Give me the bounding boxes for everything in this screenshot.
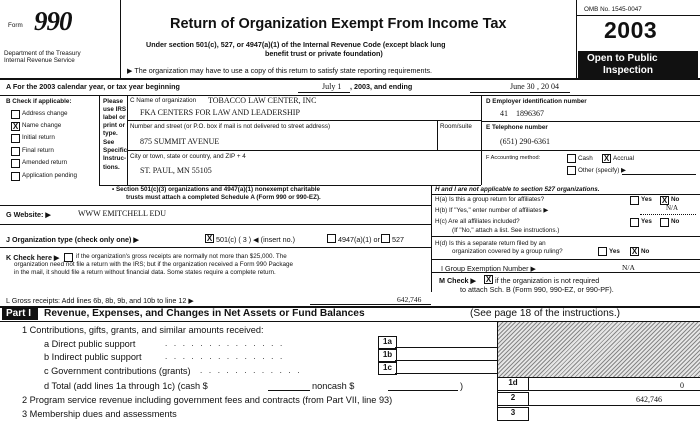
line-1a-label: a Direct public support	[44, 339, 136, 349]
irs-label-line: print or	[103, 122, 126, 129]
accounting-method-label: F Accounting method:	[486, 155, 541, 161]
checkbox-527[interactable]	[381, 234, 390, 243]
line-1b-label: b Indirect public support	[44, 352, 142, 362]
org-name-field[interactable]: TOBACCO LAW CENTER, INC	[208, 96, 317, 105]
tax-year-end: June 30	[510, 82, 535, 91]
part-i-tag-text: Part I	[6, 308, 32, 319]
hd-no-check-mark: X	[631, 247, 638, 256]
box-1d-label: 1d	[508, 378, 518, 387]
city-label: City or town, state or country, and ZIP + 4	[130, 153, 246, 160]
part-i-tag	[2, 308, 38, 320]
label-initial-return: Initial return	[22, 134, 55, 141]
tax-year-begin: July 1	[322, 82, 342, 91]
h-d-question-1: H(d) Is this a separate return filed by an	[435, 240, 546, 247]
checkbox-cash[interactable]	[567, 154, 576, 163]
h-b-field[interactable]: N/A	[666, 204, 679, 212]
checkbox-4947[interactable]	[327, 234, 336, 243]
checkbox-hd-yes[interactable]	[598, 247, 607, 256]
line-1d-noncash-label: noncash $	[312, 381, 355, 391]
name-change-check-mark: X	[12, 122, 19, 131]
irs-label-line: use IRS	[103, 106, 127, 113]
checkbox-address-change[interactable]	[11, 110, 20, 119]
m-text-2: to attach Sch. B (Form 990, 990-EZ, or 990-PF).	[460, 285, 614, 294]
leader-dots: . . . . . . . . . . . .	[200, 366, 302, 375]
tax-year-end-year: , 20 04	[537, 82, 559, 91]
form-subtitle-1: Under section 501(c), 527, or 4947(a)(1) of the Internal Revenue Code (except black lung	[146, 40, 446, 49]
box-1d	[497, 377, 529, 391]
group-exemption-field[interactable]: N/A	[622, 263, 635, 272]
label-application-pending: Application pending	[22, 172, 77, 179]
ein-label: D Employer identification number	[486, 98, 587, 105]
label-hd-no: No	[641, 248, 650, 255]
label-name-change: Name change	[22, 122, 62, 129]
line-a-mid: , 2003, and ending	[350, 82, 413, 91]
h-c-question: H(c) Are all affiliates included?	[435, 218, 520, 225]
line-1c-label: c Government contributions (grants)	[44, 366, 191, 376]
m-check-mark: X	[485, 275, 492, 284]
m-label: M Check ▶	[439, 276, 477, 285]
checkbox-ha-yes[interactable]	[630, 196, 639, 205]
ein-field[interactable]: 41 1896367	[500, 109, 544, 118]
line-3-label: 3 Membership dues and assessments	[22, 409, 177, 419]
city-field[interactable]: ST. PAUL, MN 55105	[140, 166, 212, 175]
label-other-method: Other (specify) ▶	[578, 167, 626, 174]
street-field[interactable]: 875 SUMMIT AVENUE	[140, 137, 220, 146]
leader-dots: . . . . . . . . . . . . . .	[165, 352, 285, 361]
dept-irs: Internal Revenue Service	[4, 57, 75, 64]
m-text-1: if the organization is not required	[495, 276, 600, 285]
irs-label-line: Instruc-	[103, 155, 127, 162]
k-label: K Check here ▶	[6, 253, 60, 262]
h-c-note: (If "No," attach a list. See instructions.)	[452, 227, 560, 234]
box-2-label: 2	[510, 393, 516, 402]
group-exemption-label: I Group Exemption Number ▶	[441, 264, 537, 273]
k-text-2: organization need not file a return with the IRS; but if the organization received a Form 990 Package	[14, 261, 293, 268]
irs-label-line: tions.	[103, 164, 120, 171]
checkbox-other-method[interactable]	[567, 166, 576, 175]
dept-treasury: Department of the Treasury	[4, 50, 81, 57]
label-hc-yes: Yes	[641, 218, 652, 225]
checkbox-accrual[interactable]	[602, 154, 611, 163]
label-cash: Cash	[578, 155, 593, 162]
h-d-question-2: organization covered by a group ruling?	[452, 248, 563, 255]
irs-label-line: Please	[103, 98, 123, 105]
irs-label-line: label or	[103, 114, 126, 121]
checkbox-name-change[interactable]	[11, 122, 20, 131]
room-suite-label: Room/suite	[440, 123, 472, 130]
box-2	[497, 392, 529, 406]
label-accrual: Accrual	[613, 155, 634, 162]
line-2-value[interactable]: 642,746	[636, 395, 662, 404]
label-527: 527	[392, 235, 404, 244]
checkbox-amended-return[interactable]	[11, 159, 20, 168]
form-title: Return of Organization Exempt From Income Tax	[170, 16, 507, 32]
org-dba-field[interactable]: FKA CENTERS FOR LAW AND LEADERSHIP	[140, 108, 300, 117]
label-final-return: Final return	[22, 147, 54, 154]
box-3	[497, 407, 529, 421]
box-1b-label: 1b	[382, 350, 393, 359]
line-1d-value[interactable]: 0	[680, 381, 684, 390]
line-1-label: 1 Contributions, gifts, grants, and similar amounts received:	[22, 325, 264, 335]
h-a-question: H(a) Is this a group return for affiliates?	[435, 196, 545, 203]
website-field[interactable]: WWW EMITCHELL EDU	[78, 209, 166, 218]
line-a-label: A For the 2003 calendar year, or tax year beginning	[6, 82, 180, 91]
k-text-1: if the organization's gross receipts are normally not more than $25,000. The	[76, 253, 287, 260]
label-ha-yes: Yes	[641, 196, 652, 203]
label-hd-yes: Yes	[609, 248, 620, 255]
gross-receipts-label: L Gross receipts: Add lines 6b, 8b, 9b, and 10b to line 12 ▶	[6, 296, 194, 305]
open-public-line2: Inspection	[603, 65, 654, 76]
accrual-check-mark: X	[603, 154, 610, 163]
ha-no-check-mark: X	[661, 196, 668, 205]
part-i-title: Revenue, Expenses, and Changes in Net Assets or Fund Balances	[44, 308, 365, 319]
checkbox-m[interactable]	[484, 275, 493, 284]
shaded-area	[497, 321, 700, 378]
h-b-question: H(b) If "Yes," enter number of affiliates ▶	[435, 207, 549, 214]
box-1c-label: 1c	[383, 363, 392, 372]
org-name-label: C Name of organization	[130, 97, 197, 104]
checkbox-hd-no[interactable]	[630, 247, 639, 256]
copy-note: ▶ The organization may have to use a copy of this return to satisfy state reporting requirements.	[127, 66, 433, 75]
line-1d-label: d Total (add lines 1a through 1c) (cash $	[44, 381, 208, 391]
leader-dots: . . . . . . . . . . . . . .	[165, 339, 285, 348]
checkbox-final-return[interactable]	[11, 147, 20, 156]
checkbox-501c[interactable]	[205, 234, 214, 243]
phone-label: E Telephone number	[486, 124, 548, 131]
line-2-label: 2 Program service revenue including government fees and contracts (from Part VII, line 93)	[22, 395, 393, 405]
phone-field[interactable]: (651) 290-6361	[500, 137, 550, 146]
box-1a-label: 1a	[383, 337, 392, 346]
label-4947: 4947(a)(1) or	[338, 235, 380, 244]
form-number: 990	[34, 6, 72, 36]
street-label: Number and street (or P.O. box if mail is not delivered to street address)	[130, 123, 331, 130]
label-amended-return: Amended return	[22, 159, 68, 166]
checkbox-hc-no[interactable]	[660, 218, 669, 227]
checkbox-initial-return[interactable]	[11, 134, 20, 143]
org-type-label: J Organization type (check only one) ▶	[6, 235, 139, 244]
schedule-a-note-2: trusts must attach a completed Schedule A (Form 990 or 990-EZ).	[126, 194, 321, 201]
box-3-label: 3	[510, 408, 516, 417]
irs-label-line: Specific	[103, 147, 128, 154]
checkbox-application-pending[interactable]	[11, 172, 20, 181]
schedule-a-note-1: • Section 501(c)(3) organizations and 4947(a)(1) nonexempt charitable	[112, 186, 320, 193]
open-public-line1: Open to Public	[587, 53, 658, 64]
line-1d-close: )	[460, 381, 464, 391]
open-to-public-badge	[578, 51, 698, 78]
part-i-note: (See page 18 of the instructions.)	[470, 308, 621, 319]
org-type-check-mark: X	[206, 234, 213, 243]
form-subtitle-2: benefit trust or private foundation)	[265, 49, 383, 58]
website-label: G Website: ▶	[6, 210, 51, 219]
checkbox-hc-yes[interactable]	[630, 218, 639, 227]
irs-label-line: See	[103, 139, 115, 146]
irs-label-line: type.	[103, 130, 118, 137]
h-intro: H and I are not applicable to section 527 organizations.	[435, 186, 600, 193]
form-label: Form	[8, 22, 23, 29]
label-ha-no: No	[671, 196, 680, 203]
label-address-change: Address change	[22, 110, 68, 117]
section-b-title: B Check if applicable:	[6, 98, 72, 105]
tax-year: 2003	[604, 17, 658, 43]
label-hc-no: No	[671, 218, 680, 225]
k-text-3: in the mail, it should file a return without financial data. Some states require a complete return.	[14, 269, 276, 276]
label-501c: 501(c) ( 3 ) ◀ (insert no.)	[216, 235, 296, 244]
omb-number: OMB No. 1545-0047	[584, 6, 642, 13]
gross-receipts-field[interactable]: 642,746	[397, 295, 422, 304]
